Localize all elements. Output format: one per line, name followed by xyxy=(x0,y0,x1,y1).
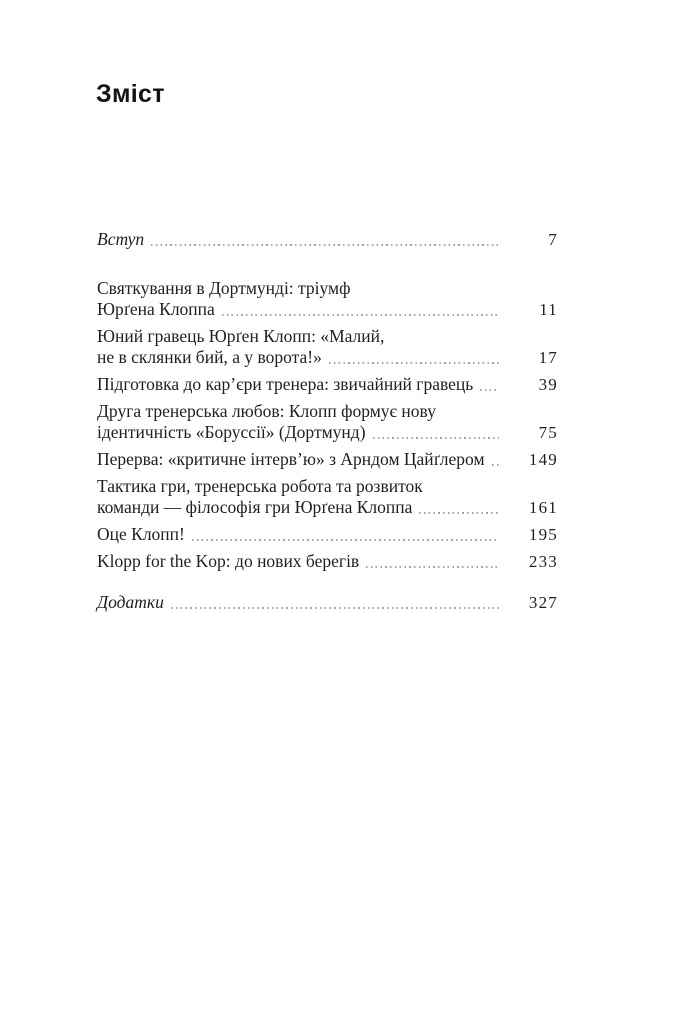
toc-entry-title: Klopp for the Kop: до нових берегів xyxy=(97,551,360,571)
toc-entry-text xyxy=(97,401,499,443)
dotted-leader xyxy=(419,512,499,514)
toc-entry-title: Додатки xyxy=(97,592,164,612)
toc-entry-line xyxy=(97,374,499,395)
dotted-leader xyxy=(192,539,499,541)
toc-entry xyxy=(97,476,558,518)
toc-entry-line xyxy=(97,347,499,368)
toc-entry-line xyxy=(97,449,499,470)
toc-list xyxy=(97,229,558,619)
toc-entry-text xyxy=(97,374,499,395)
dotted-leader xyxy=(171,607,499,609)
dotted-leader xyxy=(373,437,499,439)
toc-entry-title: ідентичність «Боруссії» (Дортмунд) xyxy=(97,422,366,442)
toc-entry-text xyxy=(97,476,499,518)
toc-entry-line: Святкування в Дортмунді: тріумф xyxy=(97,278,351,298)
toc-entry-title: команди — філософія гри Юрґена Клоппа xyxy=(97,497,413,517)
toc-entry-line: Юний гравець Юрґен Клопп: «Малий, xyxy=(97,326,385,346)
toc-entry-line xyxy=(97,497,499,518)
toc-page-number: 233 xyxy=(528,552,558,571)
toc-page-number: 149 xyxy=(528,450,558,469)
toc-entry-title: Оце Клопп! xyxy=(97,524,185,544)
toc-page-number: 17 xyxy=(538,348,558,367)
dotted-leader xyxy=(222,314,499,316)
dotted-leader xyxy=(492,464,499,466)
toc-entry-title: Перерва: «критичне інтерв’ю» з Арндом Цайґлером xyxy=(97,449,485,469)
toc-entry-line xyxy=(97,299,499,320)
toc-entry-line: Тактика гри, тренерська робота та розвиток xyxy=(97,476,423,496)
dotted-leader xyxy=(480,389,499,391)
toc-entry-line xyxy=(97,229,499,250)
toc-entry-text xyxy=(97,551,499,572)
toc-entry xyxy=(97,374,558,395)
toc-entry xyxy=(97,449,558,470)
toc-entry-text xyxy=(97,524,499,545)
toc-entry-title: не в склянки бий, а у ворота!» xyxy=(97,347,322,367)
toc-page-number: 195 xyxy=(528,525,558,544)
toc-page-number: 7 xyxy=(548,230,558,249)
toc-entry-text xyxy=(97,449,499,470)
toc-entry xyxy=(97,229,558,250)
toc-entry-line xyxy=(97,592,499,613)
toc-entry-title: Підготовка до кар’єри тренера: звичайний гравець xyxy=(97,374,474,394)
toc-page-number: 39 xyxy=(538,375,558,394)
toc-page-number: 161 xyxy=(528,498,558,517)
dotted-leader xyxy=(151,244,499,246)
toc-entry-text xyxy=(97,592,499,613)
toc-page-number: 327 xyxy=(528,593,558,612)
page-title: Зміст xyxy=(96,80,165,108)
toc-entry xyxy=(97,278,558,320)
toc-entry-line: Друга тренерська любов: Клопп формує нову xyxy=(97,401,436,421)
dotted-leader xyxy=(366,566,499,568)
toc-page-number: 75 xyxy=(538,423,558,442)
toc-entry-title: Юрґена Клоппа xyxy=(97,299,215,319)
toc-entry-text xyxy=(97,278,499,320)
dotted-leader xyxy=(329,362,499,364)
toc-entry xyxy=(97,592,558,613)
toc-entry xyxy=(97,524,558,545)
toc-entry-text xyxy=(97,326,499,368)
toc-entry-text xyxy=(97,229,499,250)
toc-entry-title: Вступ xyxy=(97,229,145,249)
toc-entry-line xyxy=(97,422,499,443)
toc-entry xyxy=(97,401,558,443)
toc-entry-line xyxy=(97,551,499,572)
toc-entry xyxy=(97,551,558,572)
toc-entry-line xyxy=(97,524,499,545)
toc-entry xyxy=(97,326,558,368)
toc-page-number: 11 xyxy=(539,300,558,319)
